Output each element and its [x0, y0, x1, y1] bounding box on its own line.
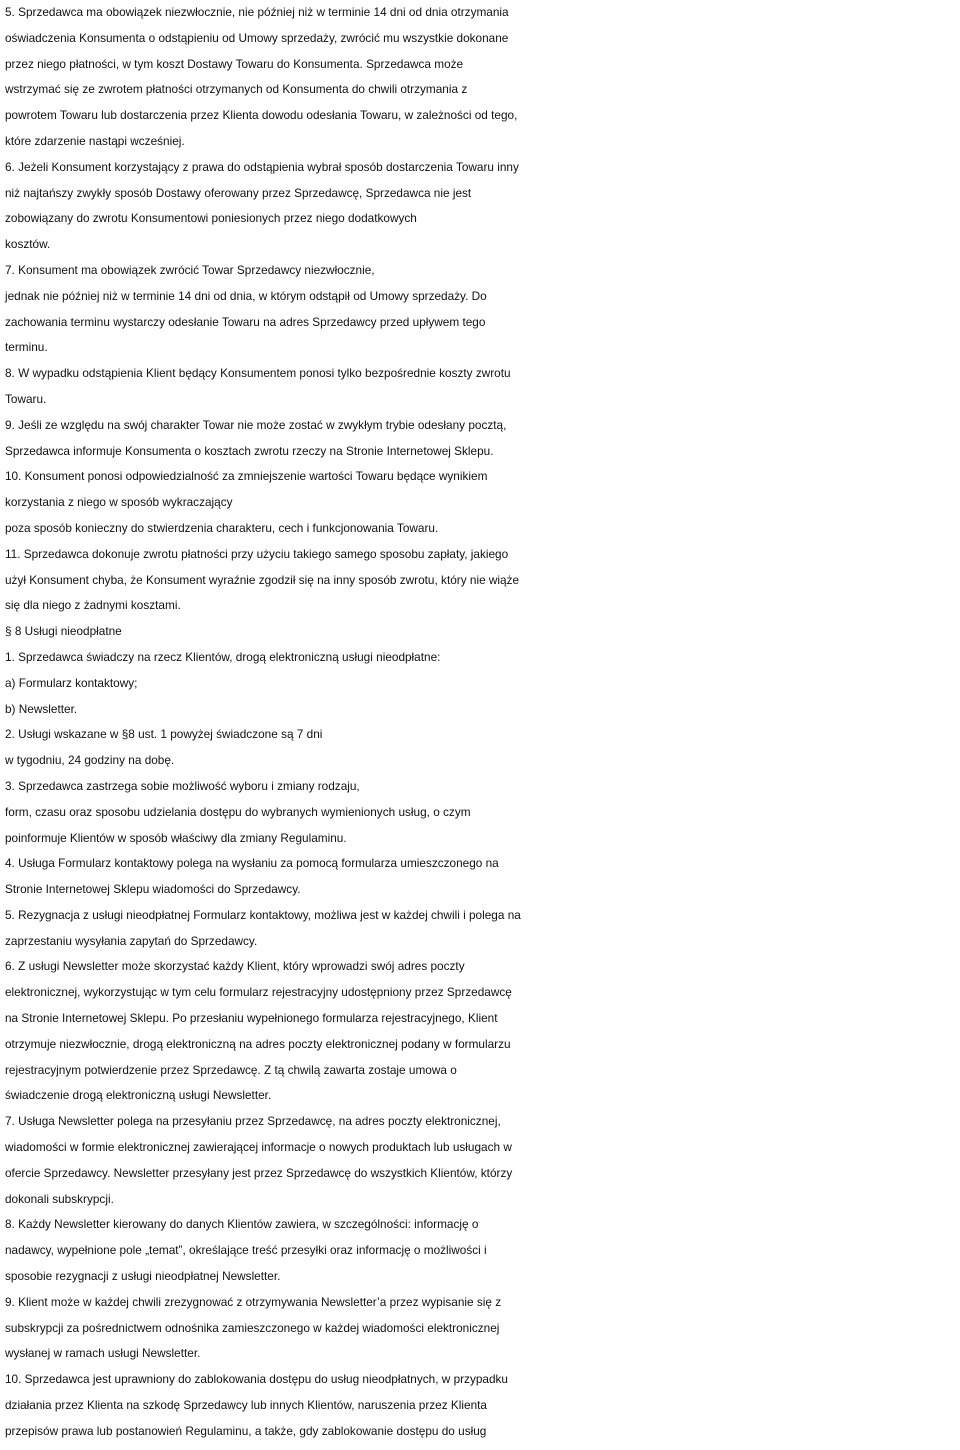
document-line: wiadomości w formie elektronicznej zawierającej informacje o nowych produktach lub usługach w — [5, 1140, 512, 1155]
document-line: nadawcy, wypełnione pole „temat”, określające treść przesyłki oraz informację o możliwości i — [5, 1243, 487, 1258]
document-line: niż najtańszy zwykły sposób Dostawy oferowany przez Sprzedawcę, Sprzedawca nie jest — [5, 185, 472, 200]
document-line: 5. Rezygnacja z usługi nieodpłatnej Formularz kontaktowy, możliwa jest w każdej chwili i polega na — [5, 907, 521, 922]
document-line: użył Konsument chyba, że Konsument wyraźnie zgodził się na inny sposób zwrotu, który nie wiąże — [5, 572, 520, 587]
document-line: b) Newsletter. — [5, 701, 78, 716]
document-line: form, czasu oraz sposobu udzielania dostępu do wybranych wymienionych usług, o czym — [5, 804, 471, 819]
document-line: przez niego płatności, w tym koszt Dostawy Towaru do Konsumenta. Sprzedawca może — [5, 56, 464, 71]
document-line: 11. Sprzedawca dokonuje zwrotu płatności przy użyciu takiego samego sposobu zapłaty, jakiego — [5, 546, 509, 561]
document-body — [5, 0, 960, 1445]
document-line: zaprzestaniu wysyłania zapytań do Sprzedawcy. — [5, 933, 258, 948]
document-line: na Stronie Internetowej Sklepu. Po przesłaniu wypełnionego formularza rejestracyjnego, Klient — [5, 1011, 498, 1026]
document-line: § 8 Usługi nieodpłatne — [5, 624, 122, 639]
document-line: rejestracyjnym potwierdzenie przez Sprzedawcę. Z tą chwilą zawarta zostaje umowa o — [5, 1062, 457, 1077]
document-line: wstrzymać się ze zwrotem płatności otrzymanych od Konsumenta do chwili otrzymania z — [5, 82, 468, 97]
document-line: 2. Usługi wskazane w §8 ust. 1 powyżej świadczone są 7 dni — [5, 727, 323, 742]
document-line: przepisów prawa lub postanowień Regulaminu, a także, gdy zablokowanie dostępu do usług — [5, 1423, 487, 1438]
document-line: subskrypcji za pośrednictwem odnośnika zamieszczonego w każdej wiadomości elektronicznej — [5, 1320, 500, 1335]
document-line: 3. Sprzedawca zastrzega sobie możliwość wyboru i zmiany rodzaju, — [5, 778, 360, 793]
document-line: 8. Każdy Newsletter kierowany do danych Klientów zawiera, w szczególności: informację o — [5, 1217, 479, 1232]
document-line: 9. Jeśli ze względu na swój charakter Towar nie może zostać w zwykłym trybie odesłany pocztą, — [5, 417, 507, 432]
document-line: świadczenie drogą elektroniczną usługi Newsletter. — [5, 1088, 272, 1103]
document-line: korzystania z niego w sposób wykraczający — [5, 495, 233, 510]
document-line: 10. Konsument ponosi odpowiedzialność za zmniejszenie wartości Towaru będące wynikiem — [5, 469, 488, 484]
document-line: Towaru. — [5, 391, 47, 406]
document-line: zachowania terminu wystarczy odesłanie Towaru na adres Sprzedawcy przed upływem tego — [5, 314, 486, 329]
document-line: działania przez Klienta na szkodę Sprzedawcy lub innych Klientów, naruszenia przez Klienta — [5, 1398, 487, 1413]
document-line: ofercie Sprzedawcy. Newsletter przesyłany jest przez Sprzedawcę do wszystkich Klientów, którzy — [5, 1165, 513, 1180]
document-line: w tygodniu, 24 godziny na dobę. — [5, 753, 175, 768]
document-line: 7. Usługa Newsletter polega na przesyłaniu przez Sprzedawcę, na adres poczty elektronicznej, — [5, 1114, 501, 1129]
document-line: 7. Konsument ma obowiązek zwrócić Towar Sprzedawcy niezwłocznie, — [5, 262, 375, 277]
document-line: 10. Sprzedawca jest uprawniony do zablokowania dostępu do usług nieodpłatnych, w przypadku — [5, 1372, 508, 1387]
document-line: kosztów. — [5, 237, 51, 252]
document-line: dokonali subskrypcji. — [5, 1191, 114, 1206]
document-line: 1. Sprzedawca świadczy na rzecz Klientów, drogą elektroniczną usługi nieodpłatne: — [5, 649, 441, 664]
document-line: oświadczenia Konsumenta o odstąpieniu od Umowy sprzedaży, zwrócić mu wszystkie dokonane — [5, 30, 509, 45]
document-line: 6. Jeżeli Konsument korzystający z prawa do odstąpienia wybrał sposób dostarczenia Towaru inny — [5, 159, 519, 174]
document-line: 6. Z usługi Newsletter może skorzystać każdy Klient, który wprowadzi swój adres poczty — [5, 959, 465, 974]
document-line: 8. W wypadku odstąpienia Klient będący Konsumentem ponosi tylko bezpośrednie koszty zwrotu — [5, 366, 511, 381]
document-line: 5. Sprzedawca ma obowiązek niezwłocznie, nie później niż w terminie 14 dni od dnia otrzymania — [5, 5, 509, 19]
document-line: zobowiązany do zwrotu Konsumentowi poniesionych przez niego dodatkowych — [5, 211, 417, 226]
document-line: a) Formularz kontaktowy; — [5, 675, 138, 690]
document-line: Sprzedawca informuje Konsumenta o kosztach zwrotu rzeczy na Stronie Internetowej Sklepu. — [5, 443, 494, 458]
document-line: sposobie rezygnacji z usługi nieodpłatnej Newsletter. — [5, 1269, 281, 1284]
document-line: wysłanej w ramach usługi Newsletter. — [5, 1346, 201, 1361]
document-line: 9. Klient może w każdej chwili zrezygnować z otrzymywania Newsletter’a przez wypisanie się z — [5, 1294, 502, 1309]
document-line: terminu. — [5, 340, 48, 355]
document-line: jednak nie później niż w terminie 14 dni od dnia, w którym odstąpił od Umowy sprzedaży. Do — [5, 288, 487, 303]
document-line: poza sposób konieczny do stwierdzenia charakteru, cech i funkcjonowania Towaru. — [5, 520, 439, 535]
document-line: poinformuje Klientów w sposób właściwy dla zmiany Regulaminu. — [5, 830, 347, 845]
document-line: które zdarzenie nastąpi wcześniej. — [5, 133, 185, 148]
document-line: 4. Usługa Formularz kontaktowy polega na wysłaniu za pomocą formularza umieszczonego na — [5, 856, 499, 871]
document-line: powrotem Towaru lub dostarczenia przez Klienta dowodu odesłania Towaru, w zależności od tego, — [5, 108, 518, 123]
document-line: otrzymuje niezwłocznie, drogą elektroniczną na adres poczty elektronicznej podany w formularzu — [5, 1036, 511, 1051]
document-line: Stronie Internetowej Sklepu wiadomości do Sprzedawcy. — [5, 882, 301, 897]
document-line: elektronicznej, wykorzystując w tym celu formularz rejestracyjny udostępniony przez Sprzedawcę — [5, 985, 512, 1000]
document-line: się dla niego z żadnymi kosztami. — [5, 598, 181, 613]
